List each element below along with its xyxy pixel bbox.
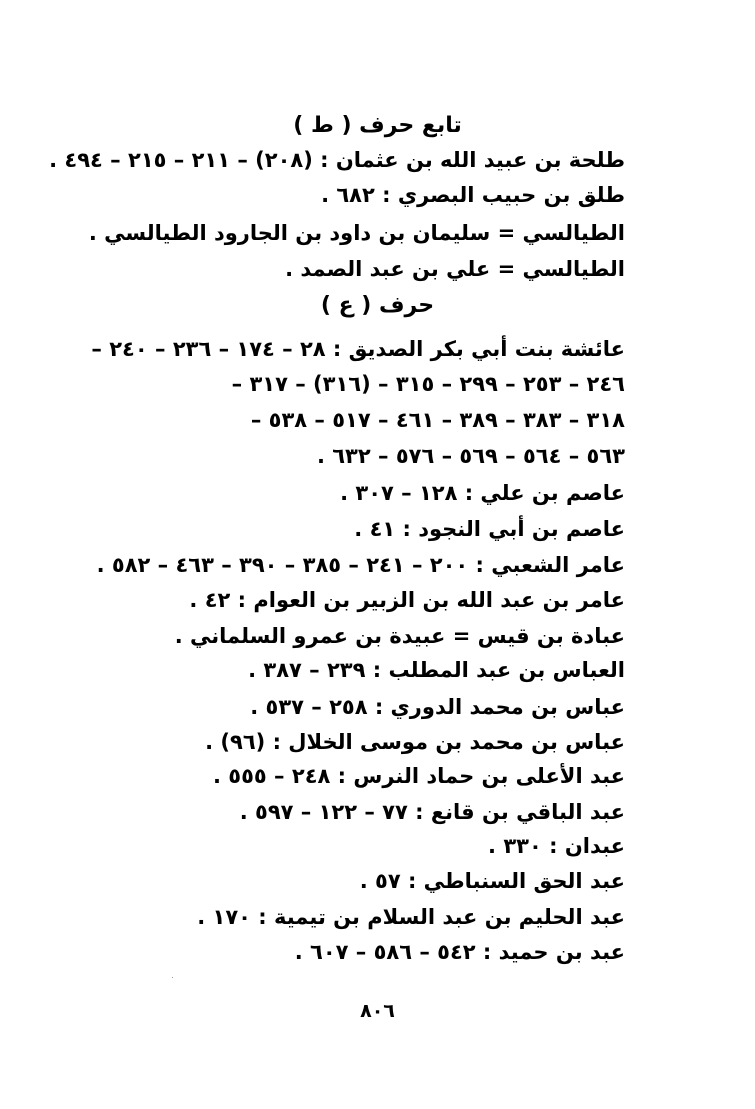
index-entry-ubada: عبادة بن قيس = عبيدة بن عمرو السلماني .	[174, 624, 625, 648]
index-entry-aisha-cont-2: ٣١٨ – ٣٨٣ – ٣٨٩ – ٤٦١ – ٥١٧ – ٥٣٨ –	[250, 408, 625, 432]
index-entry-abbas-duri: عباس بن محمد الدوري : ٢٥٨ – ٥٣٧ .	[250, 695, 625, 719]
index-entry-aisha-cont-3: ٥٦٣ – ٥٦٤ – ٥٦٩ – ٥٧٦ – ٦٣٢ .	[316, 444, 625, 468]
index-entry-abbas-muttalib: العباس بن عبد المطلب : ٢٣٩ – ٣٨٧ .	[248, 658, 625, 682]
index-entry-abd-alala: عبد الأعلى بن حماد النرس : ٢٤٨ – ٥٥٥ .	[213, 764, 625, 788]
index-entry-amir-shabi: عامر الشعبي : ٢٠٠ – ٢٤١ – ٣٨٥ – ٣٩٠ – ٤٦٣ – ٥٨٢ .	[96, 553, 625, 577]
section-heading: حرف ( ع )	[320, 293, 435, 318]
index-entry-amir-zubayr: عامر بن عبد الله بن الزبير بن العوام : ٤٢ .	[189, 588, 625, 612]
index-entry-abd-humayd: عبد بن حميد : ٥٤٢ – ٥٨٦ – ٦٠٧ .	[294, 940, 625, 964]
page-number: ٨٠٦	[360, 1000, 395, 1022]
index-entry-abd-alhalim: عبد الحليم بن عبد السلام بن تيمية : ١٧٠ .	[197, 905, 625, 929]
index-entry-talq: طلق بن حبيب البصري : ٦٨٢ .	[321, 183, 625, 207]
index-entry-talha: طلحة بن عبيد الله بن عثمان : (٢٠٨) – ٢١١ – ٢١٥ – ٤٩٤ .	[49, 148, 625, 172]
index-entry-tayalisi-sulayman: الطيالسي = سليمان بن داود بن الجارود الطيالسي .	[88, 221, 625, 245]
print-speck	[172, 977, 173, 978]
index-entry-abbas-khallal: عباس بن محمد بن موسى الخلال : (٩٦) .	[205, 730, 625, 754]
index-entry-abd-alhaqq: عبد الحق السنباطي : ٥٧ .	[359, 869, 625, 893]
index-entry-abdan: عبدان : ٣٣٠ .	[488, 834, 625, 858]
index-entry-asim-ali: عاصم بن علي : ١٢٨ – ٣٠٧ .	[340, 481, 625, 505]
index-entry-asim-najud: عاصم بن أبي النجود : ٤١ .	[354, 517, 625, 541]
running-heading: تابع حرف ( ط )	[293, 113, 462, 138]
index-entry-abd-albaqi: عبد الباقي بن قانع : ٧٧ – ١٢٢ – ٥٩٧ .	[239, 800, 625, 824]
index-entry-aisha-cont-1: ٢٤٦ – ٢٥٣ – ٢٩٩ – ٣١٥ – (٣١٦) – ٣١٧ –	[231, 372, 625, 396]
index-entry-aisha: عائشة بنت أبي بكر الصديق : ٢٨ – ١٧٤ – ٢٣٦ – ٢٤٠ –	[91, 337, 625, 361]
index-entry-tayalisi-ali: الطيالسي = علي بن عبد الصمد .	[285, 257, 625, 281]
